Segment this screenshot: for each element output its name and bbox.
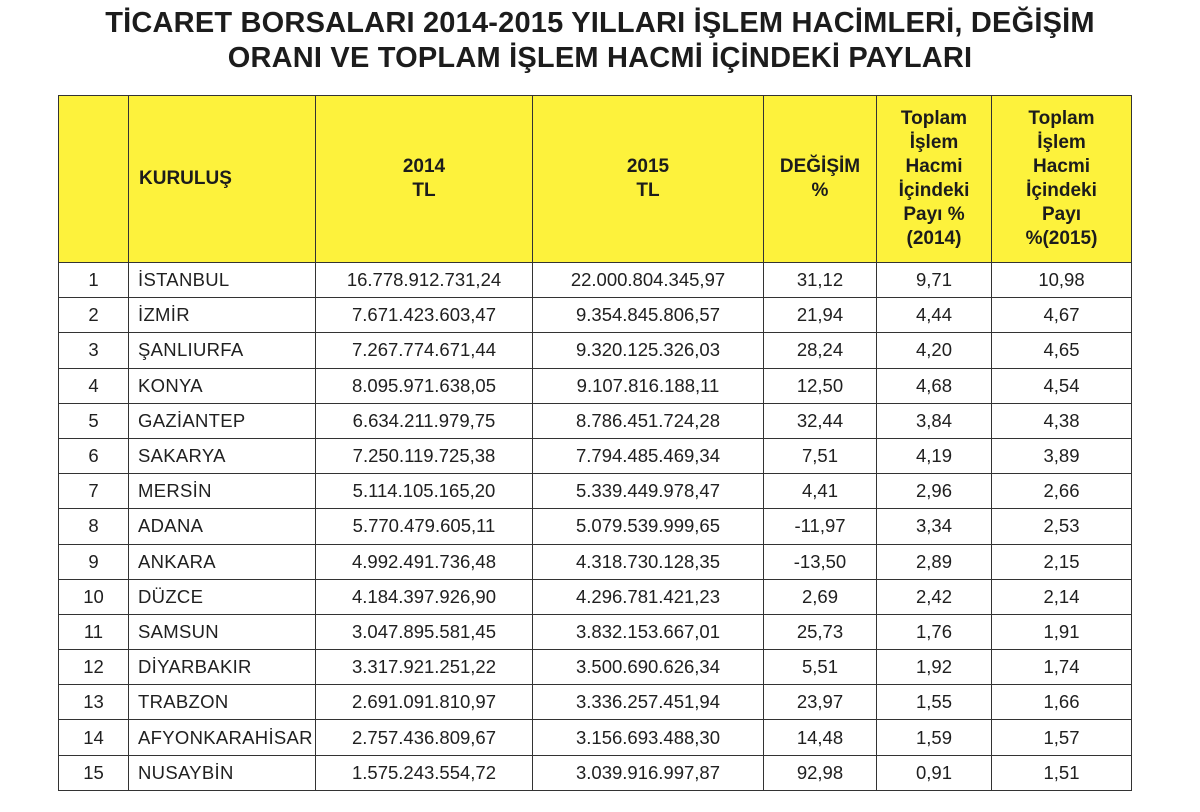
share-2014: 2,96: [877, 474, 992, 509]
share-2015: 2,15: [992, 544, 1132, 579]
header-share-2014-line: (2014): [906, 228, 962, 249]
share-2014: 1,92: [877, 650, 992, 685]
share-2015: 2,66: [992, 474, 1132, 509]
share-2015: 1,66: [992, 685, 1132, 720]
header-volume-2015-year: 2015: [626, 156, 670, 177]
table-row: [59, 368, 1132, 403]
row-number: 3: [59, 333, 129, 368]
share-2015: 4,54: [992, 368, 1132, 403]
table-row: [59, 403, 1132, 438]
table-row: [59, 333, 1132, 368]
header-change-unit: %: [811, 180, 829, 201]
row-number: 8: [59, 509, 129, 544]
share-2015: 2,14: [992, 579, 1132, 614]
volume-2015: 3.500.690.626,34: [533, 650, 764, 685]
volume-2014: 3.047.895.581,45: [316, 614, 533, 649]
change-percent: 2,69: [764, 579, 877, 614]
row-number: 15: [59, 755, 129, 790]
volume-2014: 8.095.971.638,05: [316, 368, 533, 403]
volume-2014: 6.634.211.979,75: [316, 403, 533, 438]
volume-2014: 2.757.436.809,67: [316, 720, 533, 755]
row-number: 1: [59, 263, 129, 298]
share-2014: 3,84: [877, 403, 992, 438]
share-2014: 2,42: [877, 579, 992, 614]
volume-2014: 7.267.774.671,44: [316, 333, 533, 368]
share-2015: 1,51: [992, 755, 1132, 790]
header-share-2014-line: Payı %: [903, 204, 965, 225]
volume-2015: 4.318.730.128,35: [533, 544, 764, 579]
share-2015: 4,38: [992, 403, 1132, 438]
row-number: 5: [59, 403, 129, 438]
table-row: [59, 579, 1132, 614]
change-percent: 31,12: [764, 263, 877, 298]
row-number: 10: [59, 579, 129, 614]
table-header-row: [59, 96, 1132, 263]
header-share-2014-line: Toplam: [900, 108, 968, 129]
change-percent: -13,50: [764, 544, 877, 579]
institution-name: KONYA: [129, 368, 316, 403]
header-share-2015-line: Payı: [1041, 204, 1082, 225]
share-2015: 3,89: [992, 438, 1132, 473]
row-number: 14: [59, 720, 129, 755]
volume-2014: 16.778.912.731,24: [316, 263, 533, 298]
row-number: 13: [59, 685, 129, 720]
volume-2015: 9.107.816.188,11: [533, 368, 764, 403]
institution-name: İSTANBUL: [129, 263, 316, 298]
volume-2014: 2.691.091.810,97: [316, 685, 533, 720]
institution-name: ANKARA: [129, 544, 316, 579]
header-share-2014-line: Hacmi: [905, 156, 963, 177]
share-2015: 2,53: [992, 509, 1132, 544]
share-2015: 4,65: [992, 333, 1132, 368]
header-row-number: [59, 96, 129, 263]
share-2015: 10,98: [992, 263, 1132, 298]
change-percent: -11,97: [764, 509, 877, 544]
volume-2015: 5.339.449.978,47: [533, 474, 764, 509]
row-number: 12: [59, 650, 129, 685]
header-share-2015-line: İşlem: [1037, 132, 1086, 153]
table-row: [59, 650, 1132, 685]
document-title: [0, 6, 1200, 76]
volume-2015: 9.320.125.326,03: [533, 333, 764, 368]
table-row: [59, 544, 1132, 579]
document-title-line-2: ORANI VE TOPLAM İŞLEM HACMİ İÇİNDEKİ PAYLARI: [227, 42, 973, 74]
volume-2014: 4.184.397.926,90: [316, 579, 533, 614]
volume-2014: 1.575.243.554,72: [316, 755, 533, 790]
volume-2014: 3.317.921.251,22: [316, 650, 533, 685]
row-number: 11: [59, 614, 129, 649]
change-percent: 32,44: [764, 403, 877, 438]
share-2014: 4,19: [877, 438, 992, 473]
institution-name: MERSİN: [129, 474, 316, 509]
change-percent: 5,51: [764, 650, 877, 685]
volume-2015: 7.794.485.469,34: [533, 438, 764, 473]
change-percent: 25,73: [764, 614, 877, 649]
table-row: [59, 438, 1132, 473]
volume-2014: 7.671.423.603,47: [316, 298, 533, 333]
share-2014: 4,20: [877, 333, 992, 368]
table-row: [59, 720, 1132, 755]
volume-2015: 22.000.804.345,97: [533, 263, 764, 298]
share-2014: 4,68: [877, 368, 992, 403]
change-percent: 7,51: [764, 438, 877, 473]
header-share-2014-line: İşlem: [909, 132, 959, 153]
table-row: [59, 755, 1132, 790]
header-share-2015: [992, 96, 1132, 263]
header-volume-2015: [533, 96, 764, 263]
volume-2015: 5.079.539.999,65: [533, 509, 764, 544]
share-2014: 1,76: [877, 614, 992, 649]
volume-2015: 9.354.845.806,57: [533, 298, 764, 333]
row-number: 7: [59, 474, 129, 509]
institution-name: DİYARBAKIR: [129, 650, 316, 685]
header-volume-2015-unit: TL: [636, 180, 660, 201]
share-2015: 1,57: [992, 720, 1132, 755]
institution-name: TRABZON: [129, 685, 316, 720]
table-row: [59, 685, 1132, 720]
header-share-2015-line: Toplam: [1028, 108, 1095, 129]
share-2014: 1,59: [877, 720, 992, 755]
header-share-2015-line: %(2015): [1025, 228, 1098, 249]
trade-exchange-volume-table: [58, 95, 1132, 791]
institution-name: ADANA: [129, 509, 316, 544]
header-volume-2014-unit: TL: [412, 180, 436, 201]
institution-name: SAKARYA: [129, 438, 316, 473]
change-percent: 23,97: [764, 685, 877, 720]
table-row: [59, 474, 1132, 509]
header-volume-2014: [316, 96, 533, 263]
header-change-label: DEĞİŞİM: [779, 156, 861, 177]
volume-2014: 5.770.479.605,11: [316, 509, 533, 544]
document-title-line-1: TİCARET BORSALARI 2014-2015 YILLARI İŞLEM HACİMLERİ, DEĞİŞİM: [105, 7, 1095, 39]
institution-name: İZMİR: [129, 298, 316, 333]
share-2014: 3,34: [877, 509, 992, 544]
share-2014: 4,44: [877, 298, 992, 333]
volume-2015: 4.296.781.421,23: [533, 579, 764, 614]
change-percent: 92,98: [764, 755, 877, 790]
volume-2015: 3.336.257.451,94: [533, 685, 764, 720]
table-row: [59, 298, 1132, 333]
row-number: 2: [59, 298, 129, 333]
volume-2014: 4.992.491.736,48: [316, 544, 533, 579]
table-row: [59, 263, 1132, 298]
table-row: [59, 614, 1132, 649]
header-share-2014: [877, 96, 992, 263]
share-2015: 1,74: [992, 650, 1132, 685]
row-number: 9: [59, 544, 129, 579]
header-share-2014-line: İçindeki: [898, 180, 970, 201]
header-volume-2014-year: 2014: [402, 156, 446, 177]
header-share-2015-line: Hacmi: [1032, 156, 1091, 177]
volume-2015: 3.039.916.997,87: [533, 755, 764, 790]
volume-2014: 7.250.119.725,38: [316, 438, 533, 473]
share-2015: 1,91: [992, 614, 1132, 649]
row-number: 4: [59, 368, 129, 403]
volume-2015: 8.786.451.724,28: [533, 403, 764, 438]
header-institution: KURULUŞ: [129, 96, 316, 263]
share-2015: 4,67: [992, 298, 1132, 333]
change-percent: 21,94: [764, 298, 877, 333]
institution-name: SAMSUN: [129, 614, 316, 649]
institution-name: NUSAYBİN: [129, 755, 316, 790]
institution-name: DÜZCE: [129, 579, 316, 614]
change-percent: 28,24: [764, 333, 877, 368]
change-percent: 12,50: [764, 368, 877, 403]
header-share-2015-line: İçindeki: [1026, 180, 1097, 201]
header-change: [764, 96, 877, 263]
share-2014: 2,89: [877, 544, 992, 579]
change-percent: 4,41: [764, 474, 877, 509]
volume-2014: 5.114.105.165,20: [316, 474, 533, 509]
share-2014: 9,71: [877, 263, 992, 298]
share-2014: 0,91: [877, 755, 992, 790]
trade-exchange-table-container: [58, 95, 1132, 791]
change-percent: 14,48: [764, 720, 877, 755]
institution-name: GAZİANTEP: [129, 403, 316, 438]
row-number: 6: [59, 438, 129, 473]
table-row: [59, 509, 1132, 544]
institution-name: AFYONKARAHİSAR: [129, 720, 316, 755]
volume-2015: 3.832.153.667,01: [533, 614, 764, 649]
institution-name: ŞANLIURFA: [129, 333, 316, 368]
volume-2015: 3.156.693.488,30: [533, 720, 764, 755]
share-2014: 1,55: [877, 685, 992, 720]
